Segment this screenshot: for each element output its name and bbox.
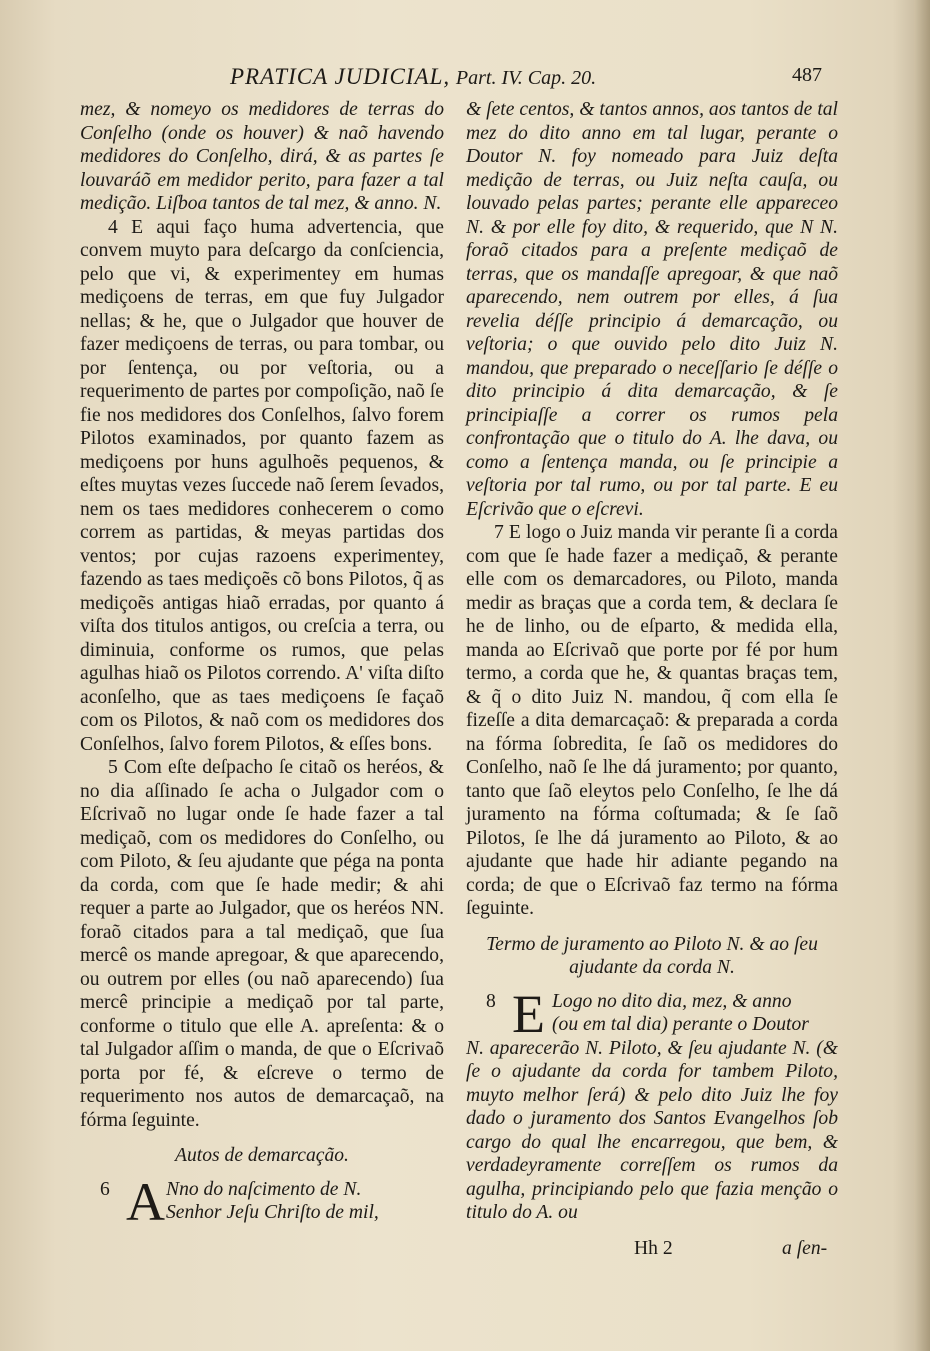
drop-cap: E xyxy=(512,983,545,1044)
paragraph-6-continued: & ſete centos, & tantos annos, aos tantos de tal mez do dito anno em tal lugar, perante o Doutor N. foy nomeado para Juiz deſta medição de terras, ou Juiz neſta cauſa, ou louvado pelas partes; perante elle appareceo N. & por elle foy dito, & requerido, que N N. foraõ citados para a preſente mediçaõ de terras, que os mandaſſe apregoar, & que naõ aparecendo, nem outrem por elles, á ſua revelia déſſe principio á demarcação, ou veſtoria; o que ouvido pelo dito Juiz N. mandou, que preparado o neceſſario ſe déſſe o dito principio á dita demarcação, & ſe principiaſſe a correr os rumos pela confrontação que o titulo do A. lhe dava, ou como a ſentença manda, ou ſe principie a veſtoria por tal rumo, ou por tal parte. E eu Eſcrivão que o eſcrevi. xyxy=(466,99,838,520)
left-column xyxy=(80,98,444,1232)
paragraph-6-line-1: Nno do naſcimento de N. xyxy=(166,1178,362,1200)
paragraph-5: 5 Com eſte deſpacho ſe citaõ os heréos, & no dia aſſinado ſe acha o Julgador com o Eſcrivaõ no lugar onde ſe hade fazer a tal mediçaõ, com os medidores do Conſelho, ou com Piloto, & ſeu ajudante que péga na ponta da corda, com que ſe hade medir; & ahi requer a parte ao Julgador, que os heréos NN. foraõ citados para a tal mediçaõ, que ſua mercê os mande apregoar, & que aparecendo, ou outrem por elles (ou naõ aparecendo) ſua mercê principie a mediçaõ por tal parte, conforme o titulo que elle A. apreſenta: & o tal Julgador aſſim o manda, de que o Eſcrivaõ porta por fé, & eſcreve o termo de requerimento nos autos de demarcaçaõ, na fórma ſeguinte. xyxy=(80,757,444,1131)
paragraph-8-line-1: Logo no dito dia, mez, & anno xyxy=(552,990,792,1012)
paragraph-number: 6 xyxy=(100,1178,110,1200)
running-header xyxy=(230,64,830,98)
paragraph-7: 7 E logo o Juiz manda vir perante ſi a corda com que ſe hade fazer a mediçaõ, & perante elle com os demarcadores, ou Piloto, manda medir as braças que a corda tem, & declara ſe he de linho, ou de eſparto, & medida ella, manda ao Eſcrivaõ que porte por fé por hum termo, a corda que he, & quantas braças tem, & q̃ o dito Juiz N. mandou, q̃ com ella ſe fizeſſe a dita demarcaçaõ: & preparada a corda na fórma ſobredita, ſe ſaõ os medidores do Conſelho, naõ ſe lhe dá juramento; por quanto, tanto que ſaõ eleytos pelo Conſelho, ſe lhe dá juramento na fórma coſtumada; & ſe ſaõ Pilotos, ſe lhe dá juramento ao Piloto, & ao ajudante que hade hir adiante pegando na corda; de que o Eſcrivaõ faz termo na fórma ſeguinte. xyxy=(466,522,838,919)
section-heading-autos: Autos de demarcação. xyxy=(175,1145,349,1166)
drop-cap: A xyxy=(126,1171,165,1232)
paragraph-6-line-2: Senhor Jeſu Chriſto de mil, xyxy=(166,1202,379,1223)
right-column xyxy=(466,98,838,1225)
paragraph-4: 4 E aqui faço huma advertencia, que convem muyto para deſcargo da conſciencia, pelo que vi, & experimentey em humas mediçoens de terras, em que fuy Julgador nellas; & he, que o Julgador que houver de fazer mediçoens de terras, ou para tombar, ou por ſentença, ou por veſtoria, ou a requerimento de partes por compoſição, naõ ſe fie nos medidores dos Conſelhos, ſalvo forem Pilotos examinados, por quanto fazem as mediçoens por huns agulhoẽs pequenos, & eſtes muytas vezes ſuccede naõ ſerem ſevados, nem os taes medidores conhecerem o como correm as partidas, & meyas partidas dos ventos; por cujas razoens experimentey, fazendo as taes mediçoẽs cõ bons Pilotos, q̃ as mediçoẽs antigas hiaõ erradas, por quanto á viſta dos titulos antigos, ou creſcia a terra, ou diminuia, conforme os rumos, que pelas agulhas hiaõ os Pilotos correndo. A' viſta diſto aconſelho, que as taes mediçoens ſe façaõ com os Pilotos, & naõ com os medidores dos Conſelhos, ſalvo forem Pilotos, & eſſes bons. xyxy=(80,216,444,755)
paragraph-6 xyxy=(80,1171,444,1232)
catchword: a ſen- xyxy=(782,1238,828,1259)
part-chapter: Part. IV. Cap. 20. xyxy=(455,67,597,89)
signature-mark: Hh 2 xyxy=(634,1238,673,1259)
paragraph-8-line-2: (ou em tal dia) perante o Doutor xyxy=(552,1014,809,1035)
page-number: 487 xyxy=(792,64,822,86)
page-edge xyxy=(914,0,930,1351)
paragraph-8 xyxy=(466,983,838,1044)
section-heading-termo: Termo de juramento ao Piloto N. & ao ſeu ajudante da corda N. xyxy=(486,933,818,978)
paragraph-number: 8 xyxy=(486,990,496,1012)
running-title: PRATICA JUDICIAL, xyxy=(230,64,451,89)
paragraph-continued: mez, & nomeyo os medidores de terras do Conſelho (onde os houver) & naõ havendo medidores do Conſelho, dirá, & as partes ſe louvaráõ em medidor perito, para fazer a tal medição. Liſboa tantos de tal mez, & anno. N. xyxy=(80,99,444,214)
paragraph-8-rest: N. aparecerão N. Piloto, & ſeu ajudante N. (& ſe o ajudante da corda for tambem Piloto, muyto melhor ſerá) & pelo dito Juiz lhe foy dado o juramento dos Santos Evangelhos ſob cargo do qual lhe encarregou, que bem, & verdadeyramente correſſem os rumos da agulha, principiando pelo que fazia menção o titulo do A. ou xyxy=(466,1037,838,1223)
